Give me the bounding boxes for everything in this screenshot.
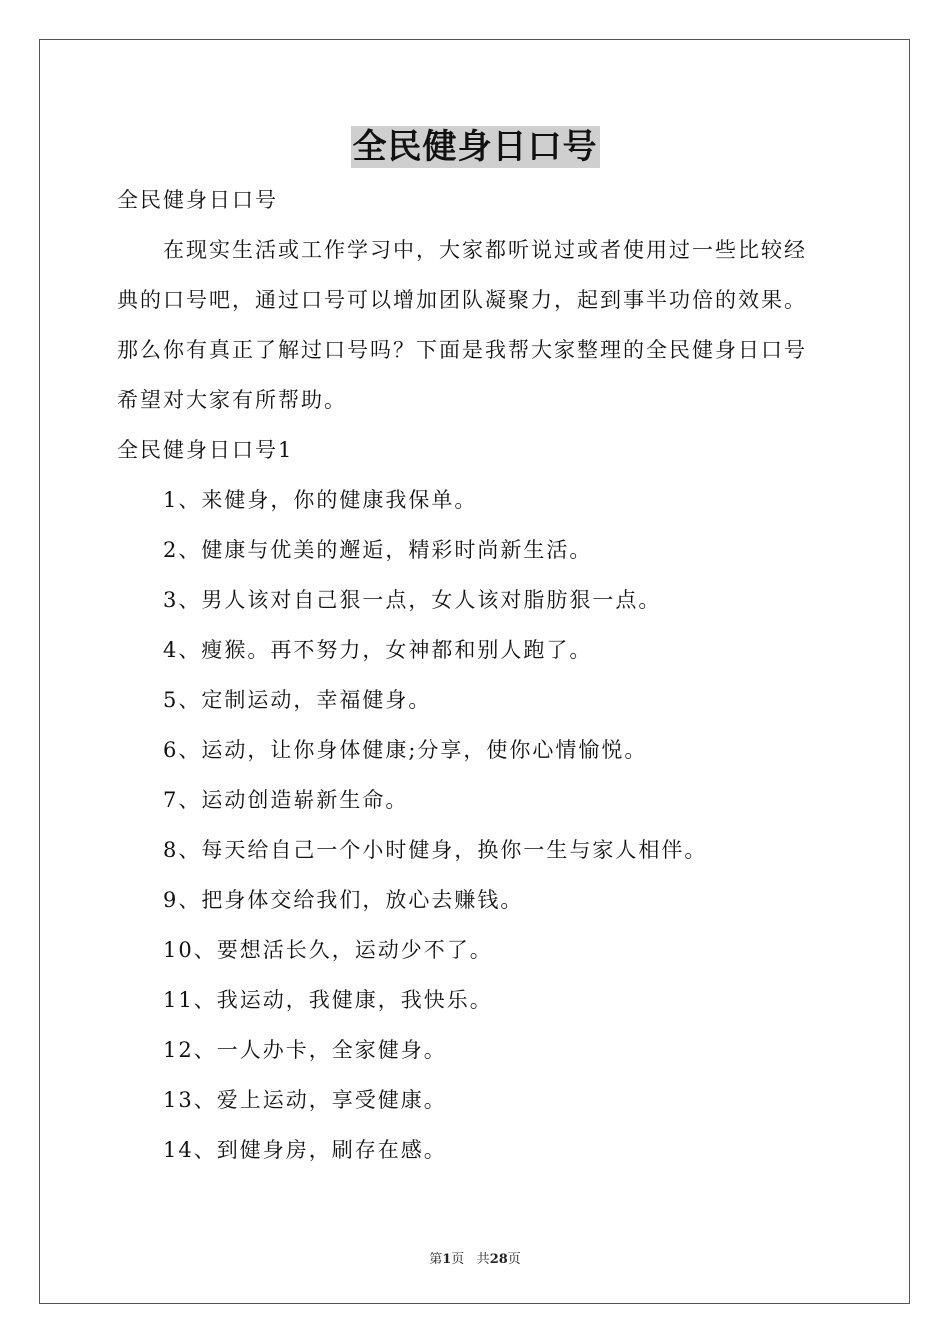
page-footer bbox=[0, 1248, 950, 1267]
slogan-item: 9、把身体交给我们，放心去赚钱。 bbox=[163, 888, 524, 912]
slogan-item: 1、来健身，你的健康我保单。 bbox=[163, 488, 478, 512]
intro-line-4: 希望对大家有所帮助。 bbox=[117, 388, 347, 412]
intro-line-2: 典的口号吧，通过口号可以增加团队凝聚力，起到事半功倍的效果。 bbox=[117, 288, 807, 312]
footer-page-suffix: 页 bbox=[451, 1252, 465, 1267]
footer-page-prefix: 第 bbox=[429, 1252, 443, 1267]
slogan-item: 8、每天给自己一个小时健身，换你一生与家人相伴。 bbox=[163, 838, 708, 862]
footer-total-suffix: 页 bbox=[507, 1252, 521, 1267]
footer-page-number: 1 bbox=[442, 1252, 452, 1267]
slogan-item: 14、到健身房，刷存在感。 bbox=[163, 1138, 447, 1162]
slogan-item: 11、我运动，我健康，我快乐。 bbox=[163, 988, 493, 1012]
slogan-item: 10、要想活长久，运动少不了。 bbox=[163, 938, 493, 962]
section-heading: 全民健身日口号1 bbox=[117, 438, 294, 462]
intro-line-1: 在现实生活或工作学习中，大家都听说过或者使用过一些比较经 bbox=[163, 238, 807, 262]
slogan-item: 7、运动创造崭新生命。 bbox=[163, 788, 409, 812]
slogan-item: 6、运动，让你身体健康;分享，使你心情愉悦。 bbox=[163, 738, 648, 762]
title-wrap bbox=[0, 126, 950, 168]
document-body bbox=[117, 175, 837, 1175]
slogan-item: 4、瘦猴。再不努力，女神都和别人跑了。 bbox=[163, 638, 593, 662]
intro-line-3: 那么你有真正了解过口号吗？下面是我帮大家整理的全民健身日口号 bbox=[117, 338, 807, 362]
slogan-item: 2、健康与优美的邂逅，精彩时尚新生活。 bbox=[163, 538, 593, 562]
slogan-item: 3、男人该对自己狠一点，女人该对脂肪狠一点。 bbox=[163, 588, 662, 612]
document-title: 全民健身日口号 bbox=[352, 127, 598, 167]
footer-total-prefix: 共 bbox=[476, 1252, 490, 1267]
slogan-item: 5、定制运动，幸福健身。 bbox=[163, 688, 432, 712]
footer-total-pages: 28 bbox=[489, 1252, 508, 1267]
slogan-item: 12、一人办卡，全家健身。 bbox=[163, 1038, 447, 1062]
slogan-item: 13、爱上运动，享受健康。 bbox=[163, 1088, 447, 1112]
document-heading: 全民健身日口号 bbox=[117, 188, 278, 212]
